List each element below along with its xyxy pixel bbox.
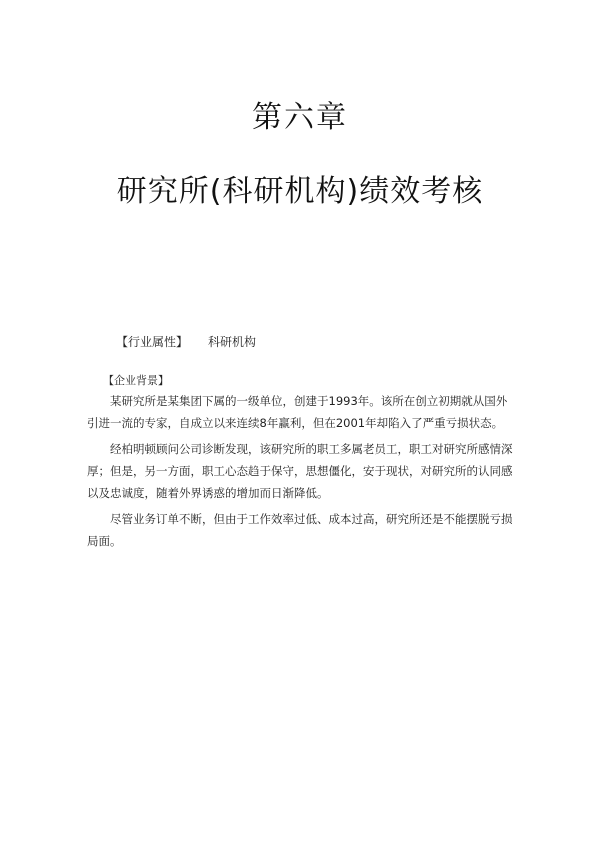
background-body — [87, 390, 517, 556]
chapter-number: 第六章 — [252, 100, 348, 135]
paragraph: 经柏明顿顾问公司诊断发现，该研究所的职工多属老员工，职工对研究所感情深厚；但是，另一方面，职工心态趋于保守，思想僵化，安于现状，对研究所的认同感以及忠诚度，随着外界诱惑的增加而日渐降低。 — [87, 442, 513, 500]
chapter-title: 研究所(科研机构)绩效考核 — [116, 174, 484, 209]
industry-value: 科研机构 — [208, 335, 257, 349]
industry-label: 【行业属性】 — [116, 335, 189, 349]
background-label: 【企业背景】 — [103, 374, 169, 387]
paragraph: 尽管业务订单不断，但由于工作效率过低、成本过高，研究所还是不能摆脱亏损局面。 — [87, 512, 513, 548]
industry-attribute — [116, 333, 256, 350]
paragraph: 某研究所是某集团下属的一级单位，创建于1993年。该所在创立初期就从国外引进一流的专家，自成立以来连续8年赢利，但在2001年却陷入了严重亏损状态。 — [87, 394, 508, 430]
